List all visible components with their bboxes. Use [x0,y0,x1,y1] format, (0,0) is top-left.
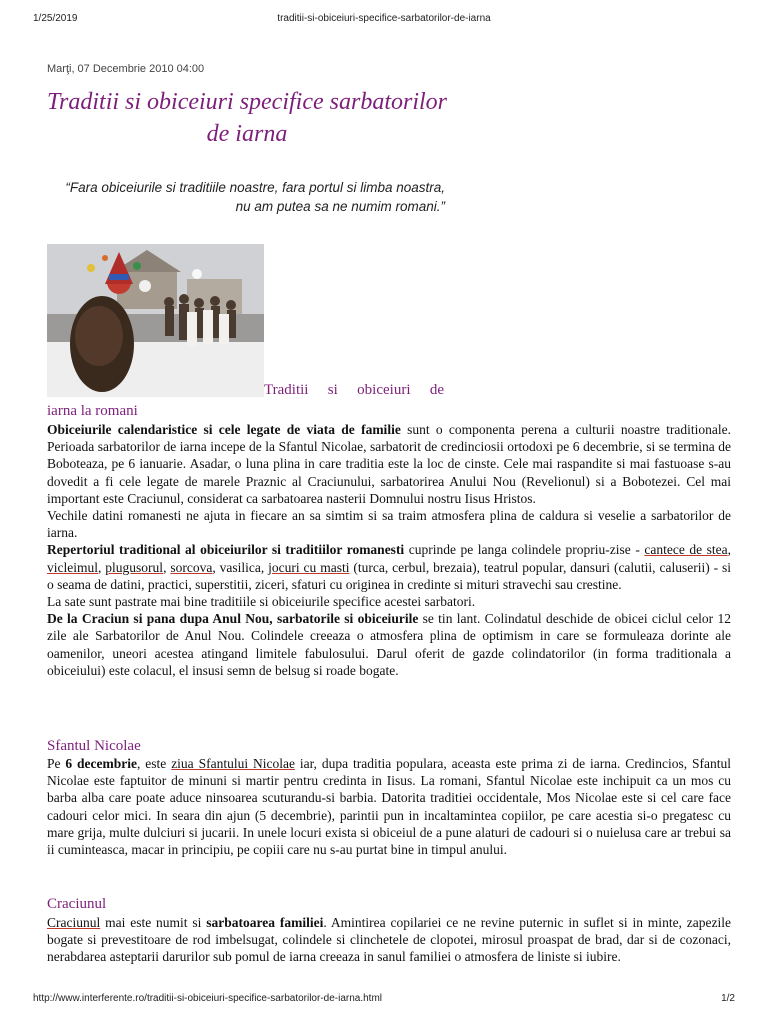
intro-paragraph-2: Vechile datini romanesti ne ajuta in fiecare an sa simtim si sa traim atmosfera plina de caldura si veselie a sarbatorilor de iarna. [47,508,731,541]
nicolae-bold: 6 decembrie [65,756,138,771]
print-doc-title: traditii-si-obiceiuri-specifice-sarbatorilor-de-iarna [277,13,491,24]
craciun-paragraph [47,914,731,966]
intro-paragraph-1 [47,421,731,507]
link-jocuri-cu-masti[interactable]: jocuri cu masti [268,559,350,575]
print-date: 1/25/2019 [33,13,78,24]
intro-text-5: se tin lant. Colindatul deschide de obicei ciclul celor 12 zile ale Sarbatorilor de Anul Nou. Colindele creeaza o atmosfera plina de optimism in care se formuleaza dorinte ale oamenilor, uneori acestea atingand limitele fabulosului. Darul oferit de gazde colindatorilor (in forma traditionala a obiceiului) este colacul, el insusi semn de belsug si roade bogate. [47,611,731,678]
intro-text [47,421,731,679]
intro-text-1: sunt o componenta perena a culturii noastre traditionale. Perioada sarbatorilor de iarna incepe de la Sfantul Nicolae, sarbatorit de credinciosii ortodoxi pe 6 decembrie, si se termina de Boboteaza, pe 6 ianuarie. Asadar, o luna plina in care traditia este la loc de cinste. Cele mai raspandite si mai fastuoase s-au dovedit a fi cele legate de marele Praznic al Craciunului, sarbatorirea Anului Nou (Revelionul) si a Bobotezei. Cel mai important este Craciunul, considerat ca sarbatoarea nasterii Domnului nostru Iisus Hristos. [47,422,731,506]
section-heading-nicolae: Sfantul Nicolae [47,738,141,754]
craciun-mid: mai este numit si [100,915,207,930]
link-plugusorul[interactable]: plugusorul [105,559,164,575]
winter-parade-illustration [47,244,264,397]
intro-paragraph-4: La sate sunt pastrate mai bine traditiile si obiceiurile specifice acestei sarbatori. [47,594,476,610]
intro-text-3a: cuprinde pe langa colindele propriu-zise - [404,542,645,558]
print-url: http://www.interferente.ro/traditii-si-obiceiuri-specifice-sarbatorilor-de-iarna.html [33,993,383,1004]
nicolae-rest: iar, dupa traditia populara, aceasta este prima zi de iarna. Credincios, Sfantul Nicolae este faptuitor de minuni si martir pentru credinta in Iisus. La romani, Sfantul Nicolae este inchipuit ca un mos cu barba alba care poate aduce ninsoarea scuturandu-si barbia. Datorita traditiei occidentale, Mos Nicolae este si cel care face cadouri celor mici. In seara din ajun (5 decembrie), parintii pun in incaltamintea copiilor, pe care acestia si-o pregatesc cu mare grija, multe dulciuri si jucarii. In unele locuri exista si obiceiul de a pune alaturi de cadouri si o nuielusa care ar trebui sa ii cuminteasca, macar in principiu, pe copiii care nu s-au purtat bine in timpul anului. [47,756,731,858]
craciun-bold: sarbatoarea familiei [206,915,324,930]
intro-paragraph-3 [47,541,731,593]
sep: , [98,559,106,575]
nicolae-mid: , este [137,756,172,771]
nicolae-text [47,755,731,858]
sep: , [727,542,731,558]
link-cantece-de-stea[interactable]: cantece de stea [644,542,728,558]
intro-bold-3: Repertoriul traditional al obiceiurilor si traditiilor romanesti [47,542,405,558]
nicolae-pre: Pe [47,756,66,771]
link-vicleimul[interactable]: vicleimul [47,559,98,575]
intro-bold-1: Obiceiurile calendaristice si cele legate de viata de familie [47,422,401,437]
intro-paragraph-5 [47,610,731,679]
craciun-rest: . Amintirea copilariei ce ne revine puternic in suflet si in minte, zapezile bogate si prevestitoare de rod imbelsugat, colindele si clinchetele de clopotei, mirosul proaspat de brad, dar si de cozonaci, nerabdarea asteptarii darurilor sub pomul de iarna creeaza in sanul familiei o atmosfera de liniste si iubire. [47,915,731,965]
article-title: Traditii si obiceiuri specifice sarbatorilor de iarna [47,89,448,147]
section-subtitle-line2: iarna la romani [47,403,138,419]
section-heading-craciun: Craciunul [47,896,107,912]
link-sorcova[interactable]: sorcova [170,559,213,575]
print-page-number: 1/2 [721,993,735,1004]
section-subtitle-line1: Traditii si obiceiuri de [264,382,444,398]
intro-text-3b: (turca, cerbul, brezaia), teatrul popular, dansuri (calutii, caluserii) - si o seama de datini, practici, superstitii, ziceri, sfaturi cu originea in credinte si mituri stravechi sau crestine. [47,559,732,592]
winter-parade-photo [47,244,264,397]
intro-bold-5: De la Craciun si pana dupa Anul Nou, sarbatorile si obiceiurile [47,611,419,627]
nicolae-paragraph [47,755,731,858]
craciun-text [47,914,731,966]
link-craciunul[interactable]: Craciunul [47,915,101,930]
sep: , [163,559,171,575]
link-ziua-sfantului-nicolae[interactable]: ziua Sfantului Nicolae [171,756,295,771]
article-quote: “Fara obiceiurile si traditiile noastre, fara portul si limba noastra, nu am putea sa ne numim romani.” [65,180,445,214]
sep: , vasilica, [212,559,269,575]
article-date: Marţi, 07 Decembrie 2010 04:00 [47,63,205,75]
